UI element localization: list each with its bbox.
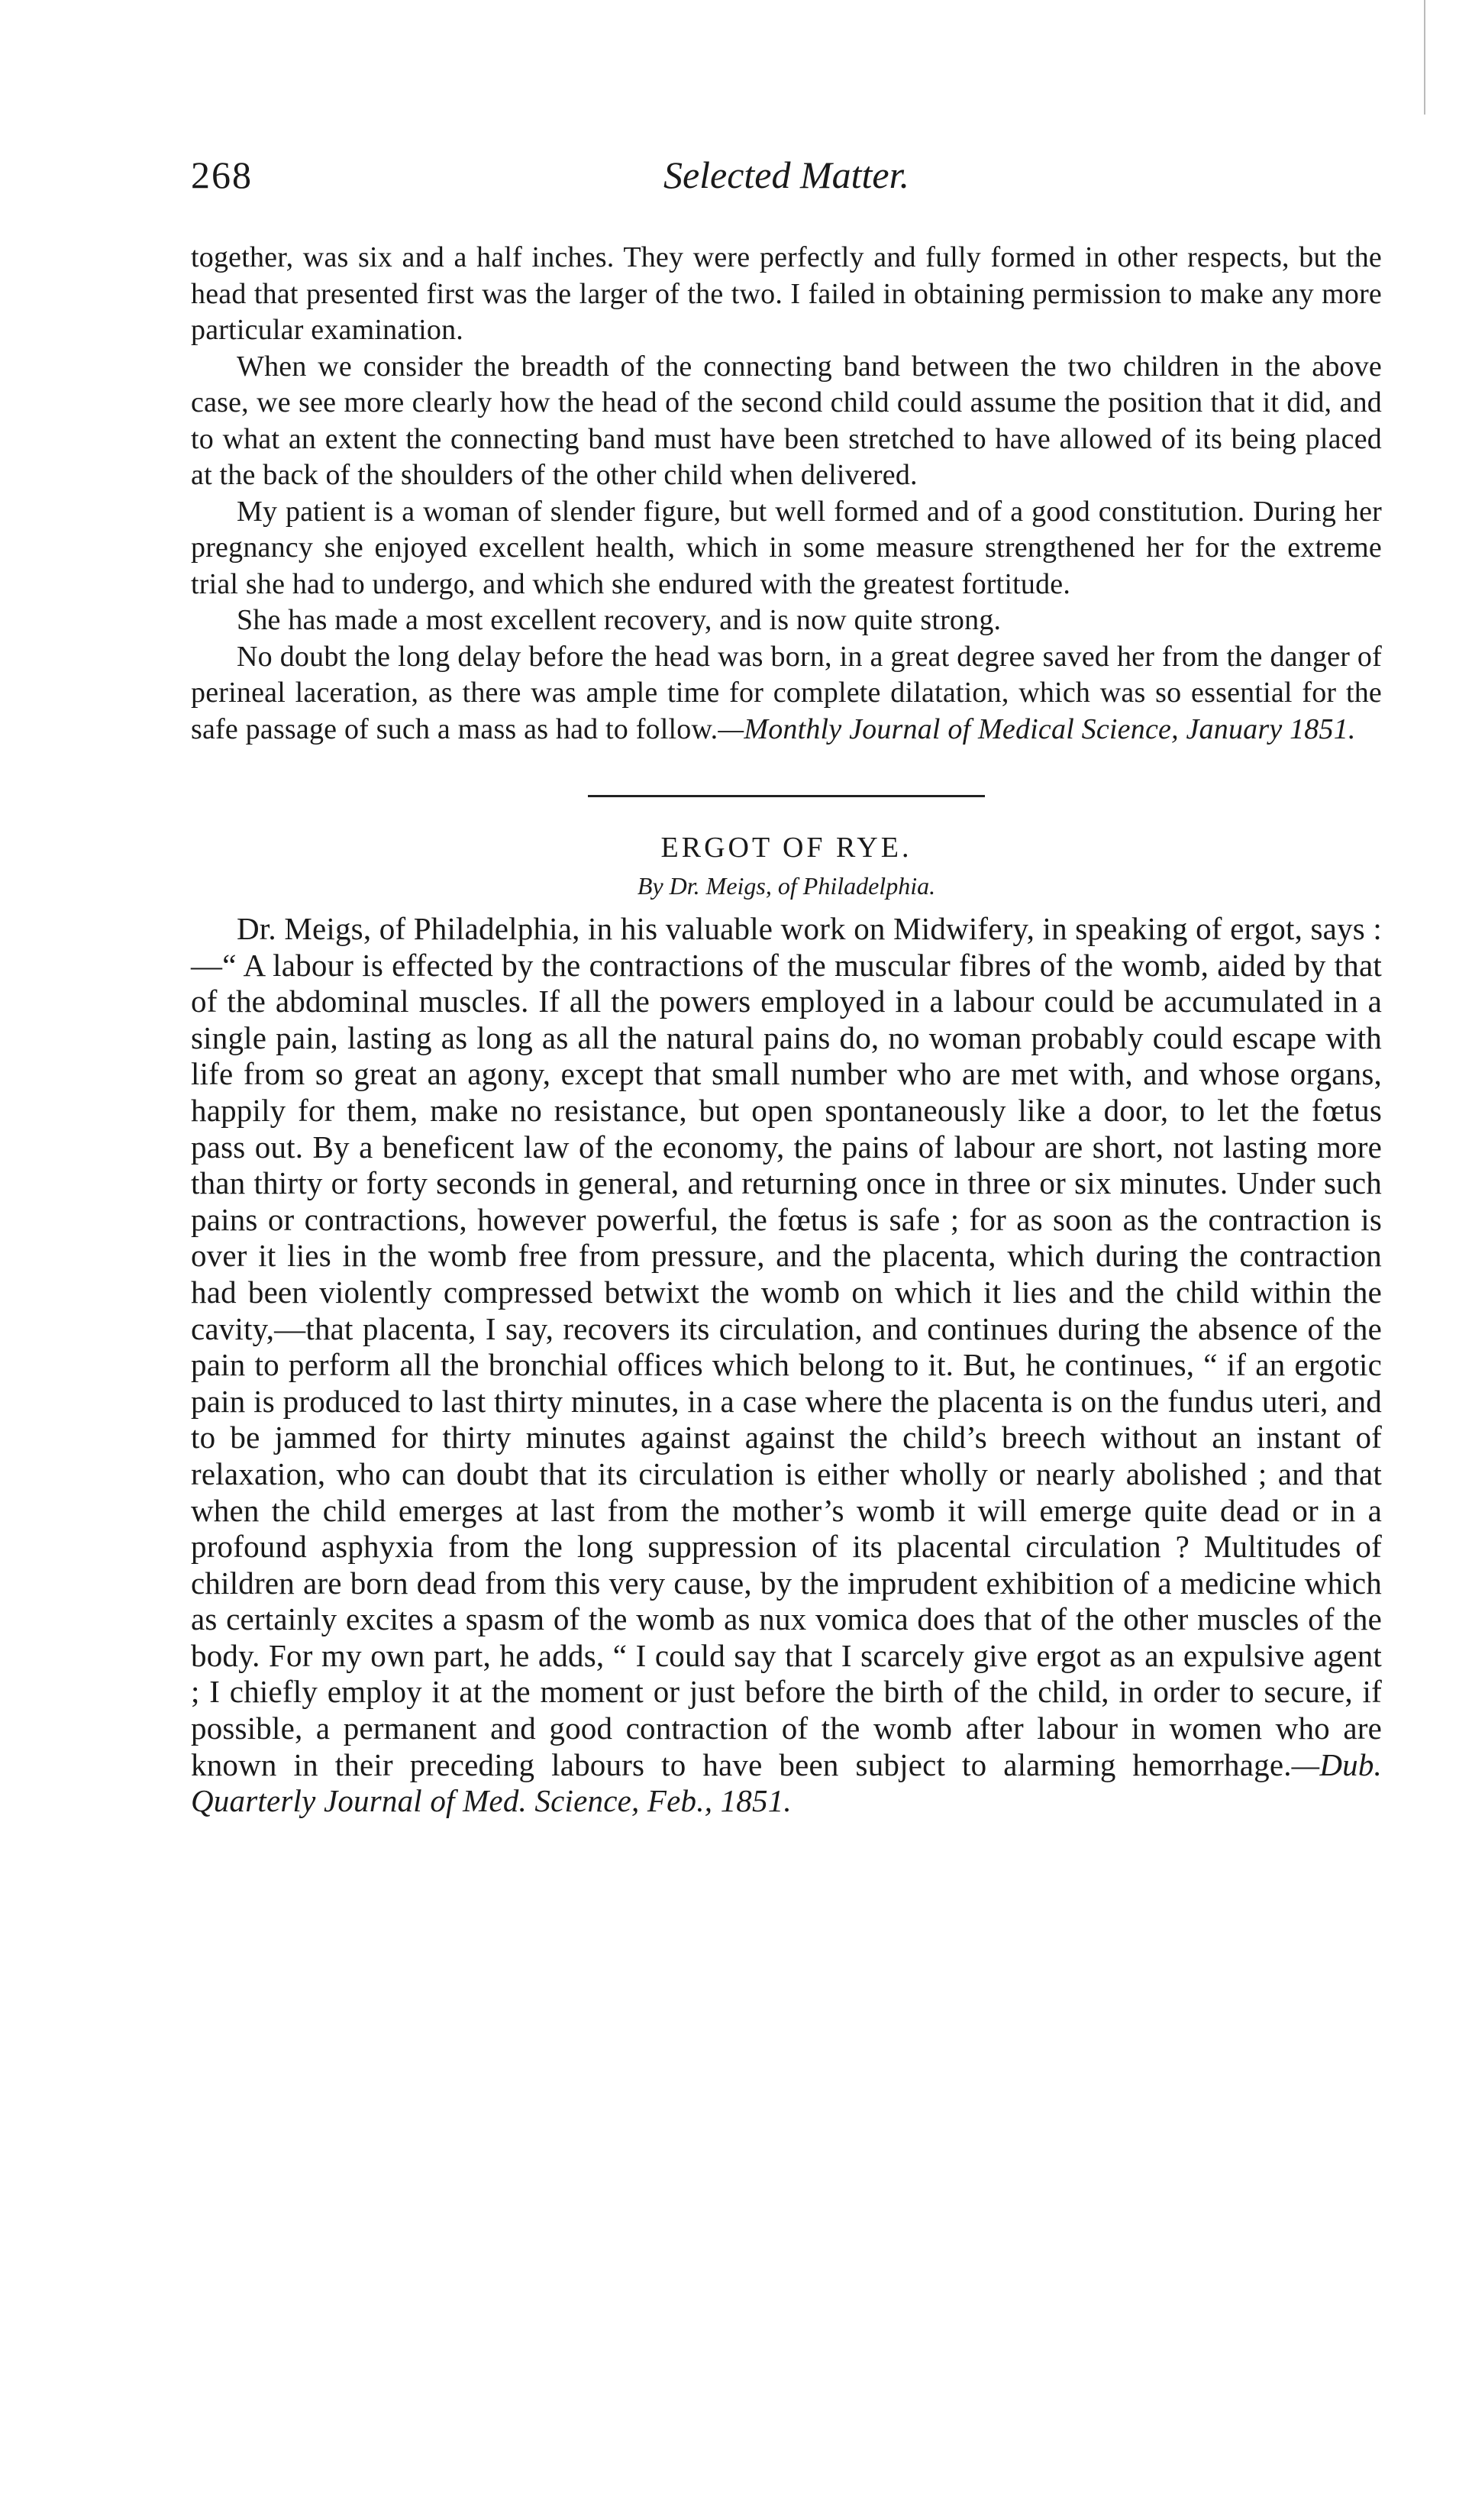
paragraph-text: No doubt the long delay before the head was born, in a great degree saved her from the danger of perineal laceration, as there was ample time for complete dilatation, which was so essential for the safe passage of such a mass as had to follow. (191, 640, 1382, 745)
section-divider (588, 795, 985, 797)
section-title: ERGOT OF RYE. (660, 832, 912, 864)
paragraph (191, 639, 1382, 748)
paragraph-text: Dr. Meigs, of Philadelphia, in his valuable work on Midwifery, in speaking of ergot, says :—“ A labour is effected by the contractions of the muscular fibres of the womb, aided by that of the abdominal muscles. If all the powers employed in a labour could be accumulated in a single pain, lasting as long as all the natural pains do, no woman probably could escape with life from so great an agony, except that small number who are met with, and whose organs, happily for them, make no resistance, but open spontaneously like a door, to let the fœtus pass out. By a beneficent law of the economy, the pains of labour are short, not lasting more than thirty or forty seconds in general, and returning once in three or six minutes. Under such pains or contractions, however powerful, the fœtus is safe ; for as soon as the contraction is over it lies in the womb free from pressure, and the placenta, which during the contraction had been violently compressed betwixt the womb on which it lies and the child within the cavity,—that placenta, I say, recovers its circulation, and continues during the absence of the pain to perform all the bronchial offices which belong to it. But, he continues, “ if an ergotic pain is produced to last thirty minutes, in a case where the placenta is on the fundus uteri, and to be jammed for thirty minutes against against the child’s breech without an instant of relaxation, who can doubt that its circulation is either wholly or nearly abolished ; and that when the child emerges at last from the mother’s womb it will emerge quite dead or in a profound asphyxia from the long suppression of its placental circulation ? Multitudes of children are born dead from this very cause, by the imprudent exhibition of a medicine which as certainly excites a spasm of the womb as nux vomica does that of the other muscles of the body. For my own part, he adds, “ I could say that I scarcely give ergot as an expulsive agent ; I chiefly employ it at the moment or just before the birth of the child, in order to secure, if possible, a permanent and good contraction of the womb after labour in women who are known in their preceding labours to have been subject to alarming hemorrhage. (191, 911, 1382, 1782)
byline: By Dr. Meigs, of Philadelphia. (637, 872, 936, 900)
paragraph (191, 349, 1382, 494)
paragraph-text: When we consider the breadth of the connecting band between the two children in the above case, we see more clearly how the head of the second child could assume the position that it did, and to what an extent the connecting band must have been stretched to have allowed of its being placed at the back of the shoulders of the other child when delivered. (191, 350, 1382, 491)
paragraph (191, 603, 1382, 639)
article-ergot-of-rye (191, 831, 1382, 1820)
paragraph (191, 240, 1382, 349)
page-number: 268 (191, 153, 253, 196)
paragraph (191, 494, 1382, 603)
paragraph-text: She has made a most excellent recovery, and is now quite strong. (237, 604, 1002, 636)
paragraph-text: together, was six and a half inches. They were perfectly and fully formed in other respects, but the head that presented first was the larger of the two. I failed in obtaining permission to make any more particular examination. (191, 241, 1382, 346)
paragraph (191, 911, 1382, 1820)
running-title: Selected Matter. (663, 153, 910, 196)
document-page (191, 153, 1382, 1820)
citation: —Monthly Journal of Medical Science, January 1851. (718, 712, 1356, 745)
paragraph-text: My patient is a woman of slender figure, but well formed and of a good constitution. During her pregnancy she enjoyed excellent health, which in some measure strengthened her for the extreme trial she had to undergo, and which she endured with the greatest fortitude. (191, 495, 1382, 600)
page-edge-line (1424, 0, 1425, 115)
article-conjoined-twins (191, 240, 1382, 748)
running-head (191, 153, 1382, 214)
citation: —Dub. Quarterly Journal of Med. Science, Feb., 1851. (191, 1746, 1382, 1819)
